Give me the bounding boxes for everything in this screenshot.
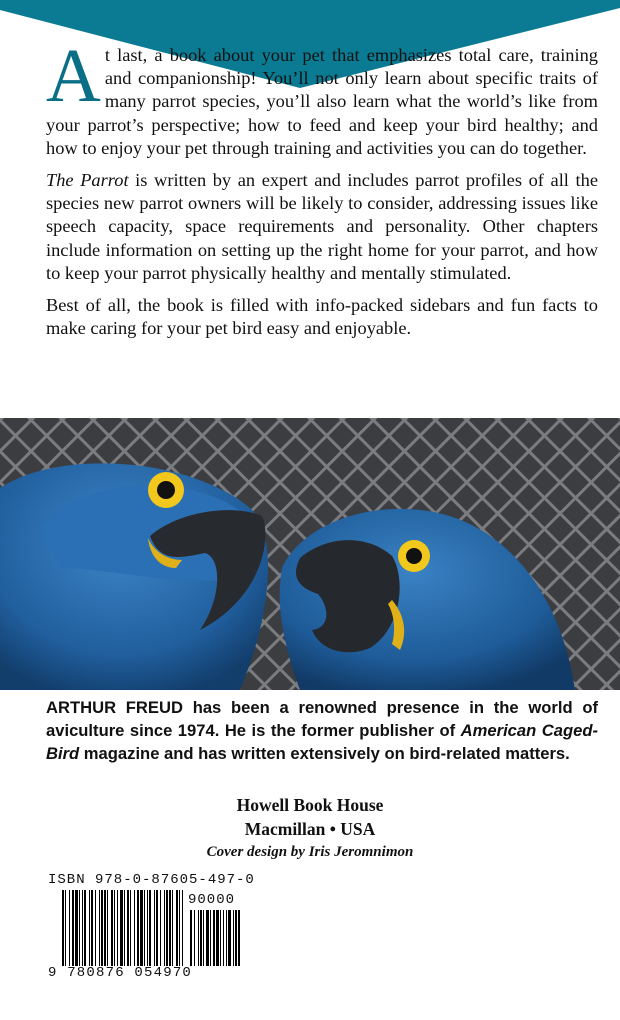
- barcode-bar: [147, 890, 148, 966]
- barcode-bar: [137, 890, 139, 966]
- publisher-location: Macmillan • USA: [244, 819, 376, 839]
- barcode-bar: [65, 890, 66, 966]
- barcode-addon-bar: [200, 910, 202, 966]
- barcode-bar: [160, 890, 161, 966]
- barcode-addon-bar: [206, 910, 209, 966]
- barcode-bar: [95, 890, 96, 966]
- barcode-bar: [114, 890, 115, 966]
- barcode-bar: [120, 890, 123, 966]
- barcode-bar: [166, 890, 168, 966]
- barcode-bar: [176, 890, 178, 966]
- barcode-bar: [111, 890, 113, 966]
- barcode-addon-bar: [190, 910, 192, 966]
- barcode-addon-bar: [216, 910, 219, 966]
- barcode-bar: [149, 890, 151, 966]
- drop-cap: A: [46, 34, 101, 118]
- barcode-addon-bar: [198, 910, 199, 966]
- barcode-bar: [79, 890, 80, 966]
- barcode-bar: [69, 890, 70, 966]
- author-bio: ARTHUR FREUD has been a renowned presence in the world of aviculture since 1974. He is the former publisher of American Caged-Bird magazine and has written extensively on bird-related matters.: [46, 698, 599, 763]
- paragraph-1-text: t last, a book about your pet that emphasizes total care, training and companionship! You’ll not only learn about specific traits of many parrot species, you’ll also learn what the world’s like from your parrot’s perspective; how to feed and keep your bird healthy; and how to enjoy your pet through training and activities you can do together.: [46, 45, 598, 158]
- publisher-info: [0, 793, 620, 863]
- barcode-addon-number: 90000: [188, 892, 236, 908]
- barcode-addon-bar: [238, 910, 240, 966]
- parrots-photo: [0, 418, 620, 690]
- barcode-bar: [75, 890, 78, 966]
- barcode-bar: [82, 890, 83, 966]
- barcode-addon-bar: [220, 910, 221, 966]
- barcode-addon-bar: [228, 910, 231, 966]
- book-title: The Parrot: [46, 170, 129, 191]
- barcode-bar: [104, 890, 106, 966]
- barcode-addon-bar: [194, 910, 195, 966]
- barcode-bar: [84, 890, 86, 966]
- barcode-bar: [117, 890, 118, 966]
- barcode-bar: [72, 890, 74, 966]
- barcode-bar: [140, 890, 143, 966]
- barcode-addon-bar: [233, 910, 234, 966]
- barcode-bar: [144, 890, 145, 966]
- barcode-bar: [164, 890, 165, 966]
- paragraph-2-text: is written by an expert and includes parrot profiles of all the species new parrot owners will be likely to consider, addressing issues like speech capacity, space requirements and personality. Other chapters include information on setting up the right home for your parrot, and how to keep your parrot physically healthy and mentally stimulated.: [46, 170, 598, 283]
- barcode-bar: [156, 890, 158, 966]
- barcode-bar: [182, 890, 183, 966]
- barcode-bar: [89, 890, 90, 966]
- barcode-bar: [107, 890, 108, 966]
- barcode-addon-bar: [203, 910, 204, 966]
- barcode-bar: [127, 890, 129, 966]
- barcode-addon-bar: [210, 910, 211, 966]
- barcode-bar: [169, 890, 171, 966]
- publisher-name: Howell Book House: [236, 795, 384, 815]
- barcode-bar: [99, 890, 100, 966]
- barcode-bar: [124, 890, 125, 966]
- barcode-bar: [154, 890, 155, 966]
- description-paragraph-3: Best of all, the book is filled with info-packed sidebars and fun facts to make caring for your pet bird easy and enjoyable.: [46, 295, 598, 339]
- description-paragraph-2: [46, 169, 598, 285]
- barcode-bar: [130, 890, 131, 966]
- barcode-bar: [62, 890, 64, 966]
- barcode-addon-bar: [213, 910, 215, 966]
- magazine-name: American Caged-Bird: [46, 721, 599, 763]
- barcode-bar: [134, 890, 135, 966]
- barcode-bar: [101, 890, 103, 966]
- description: [46, 34, 598, 349]
- description-paragraph-1: [46, 34, 598, 160]
- barcode-addon-bar: [226, 910, 227, 966]
- barcode-number: 9 780876 054970: [48, 965, 193, 981]
- barcode-addon-bar: [235, 910, 237, 966]
- barcode-bar: [179, 890, 180, 966]
- cover-credit: Cover design by Iris Jeromnimon: [206, 844, 414, 860]
- barcode-bar: [172, 890, 173, 966]
- isbn-text: ISBN 978-0-87605-497-0: [48, 872, 255, 888]
- barcode-bar: [91, 890, 93, 966]
- barcode-addon-bar: [223, 910, 224, 966]
